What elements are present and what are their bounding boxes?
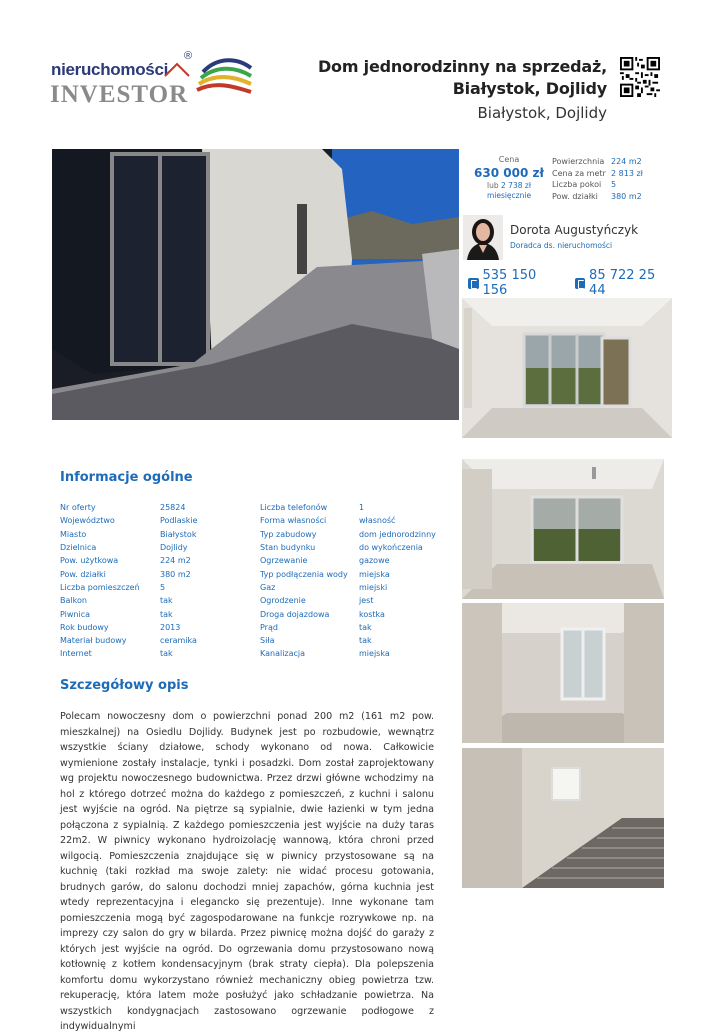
details-row bbox=[60, 567, 439, 580]
price-monthly bbox=[469, 181, 549, 201]
detail-label: Siła bbox=[260, 636, 275, 646]
section-title-description: Szczegółowy opis bbox=[60, 678, 189, 693]
details-row bbox=[60, 581, 439, 594]
detail-label: Ogrzewanie bbox=[260, 556, 308, 566]
detail-value: tak bbox=[160, 609, 173, 619]
detail-label: Materiał budowy bbox=[60, 636, 127, 646]
price-label: Cena bbox=[498, 155, 520, 164]
detail-label: Balkon bbox=[60, 596, 87, 606]
stat-value: 380 m2 bbox=[611, 191, 642, 201]
details-row bbox=[60, 541, 439, 554]
detail-label: Ogrodzenie bbox=[260, 596, 306, 606]
detail-value: 5 bbox=[160, 582, 166, 592]
phone-number: 85 722 25 44 bbox=[589, 268, 656, 298]
detail-label: Typ podłączenia wody bbox=[260, 569, 348, 579]
details-table bbox=[60, 501, 439, 661]
price-monthly-suffix: miesięcznie bbox=[486, 191, 532, 200]
detail-label: Województwo bbox=[60, 516, 115, 526]
gallery-photo[interactable] bbox=[462, 298, 672, 438]
main-photo[interactable] bbox=[52, 149, 459, 420]
price-monthly-value: 2 738 zł bbox=[501, 181, 531, 190]
price-monthly-prefix: lub bbox=[487, 181, 499, 190]
details-row bbox=[60, 594, 439, 607]
key-stats bbox=[552, 156, 643, 202]
phone-link[interactable] bbox=[468, 268, 562, 298]
stat-row bbox=[552, 168, 643, 180]
detail-label: Liczba pomieszczeń bbox=[60, 582, 140, 592]
detail-label: Rok budowy bbox=[60, 622, 109, 632]
detail-value: Białystok bbox=[160, 529, 197, 539]
detail-value: tak bbox=[359, 636, 372, 646]
detail-value: 380 m2 bbox=[160, 569, 191, 579]
detail-value: 224 m2 bbox=[160, 556, 191, 566]
stat-label: Powierzchnia bbox=[552, 157, 605, 166]
stat-label: Cena za metr bbox=[552, 168, 606, 178]
detail-value: własność bbox=[359, 516, 396, 526]
listing-location: Białystok, Dojlidy bbox=[477, 104, 607, 122]
section-title-info: Informacje ogólne bbox=[60, 470, 193, 485]
logo-registered-mark: ® bbox=[184, 50, 193, 62]
detail-value: tak bbox=[359, 622, 372, 632]
agent-phones bbox=[468, 268, 672, 298]
agent-name: Dorota Augustyńczyk bbox=[510, 223, 639, 237]
details-row bbox=[60, 621, 439, 634]
detail-label: Stan budynku bbox=[260, 543, 316, 553]
logo-text-bottom: INVESTOR bbox=[50, 81, 189, 108]
detail-value: jest bbox=[359, 596, 374, 606]
gallery-photo[interactable] bbox=[462, 748, 664, 888]
phone-icon bbox=[575, 278, 586, 289]
phone-number: 535 150 156 bbox=[482, 268, 537, 298]
agent-avatar bbox=[463, 215, 503, 260]
phone-link[interactable] bbox=[575, 268, 672, 298]
detail-value: miejski bbox=[359, 582, 388, 592]
detail-label: Forma własności bbox=[260, 516, 327, 526]
stat-label: Pow. działki bbox=[552, 191, 598, 201]
detail-value: ceramika bbox=[160, 636, 197, 646]
details-row bbox=[60, 528, 439, 541]
detail-label: Typ zabudowy bbox=[260, 529, 317, 539]
detail-value: Dojlidy bbox=[160, 543, 188, 553]
gallery-photo[interactable] bbox=[462, 603, 664, 743]
details-row bbox=[60, 501, 439, 514]
details-row bbox=[60, 634, 439, 647]
detail-value: 2013 bbox=[160, 622, 181, 632]
detail-label: Pow. użytkowa bbox=[60, 556, 119, 566]
detail-value: miejska bbox=[359, 569, 390, 579]
detail-label: Prąd bbox=[260, 622, 278, 632]
detail-value: kostka bbox=[359, 609, 385, 619]
gallery-photo[interactable] bbox=[462, 459, 664, 599]
price-block bbox=[469, 155, 549, 201]
detail-label: Dzielnica bbox=[60, 543, 97, 553]
description-text: Polecam nowoczesny dom o powierzchni ponad 200 m2 (161 m2 pow. mieszkalnej) na Osiedlu Dojlidy. Budynek jest po rozbudowie, wewnątrz wszystkie ściany działowe, schody wykonano od nowa. Całkowicie wymienione zostały instalacje, tynki i posadzki. Dom został zaprojektowany wg projektu nowoczesnego budownictwa. Przez drzwi główne wchodzimy na hol z którego dotrzeć można do każdego z pomieszczeń, z kuchni i salonu jest wyjście na ogród. Na piętrze są sypialnie, dwie łazienki w tym jedna połączona z sypialnią. Z każdego pomieszczenia jest wyjście na duży taras 22m2. W piwnicy wykonano hydroizolację wannową, która chroni przed wilgocią. Pomieszczenia znajdujące się w piwnicy przystosowane są na kuchnię (taki rozkład ma swoje zalety: nie widać procesu gotowania, brudnych garów, do salonu dochodzi mniej zapachów, górna kuchnia jest wtedy reprezentacyjna i elegancko się prezentuje). Inne wykonane tam pomieszczenia mogą być zagospodarowane na funkcje rozrywkowe np. na imprezy czy salon do gry w bilarda. Przez piwnicę można dojść do garaży z których jest wyjście na ogród. Do ogrzewania domu przystosowano nową kotłownię z kotłem kondensacyjnym (brak straty ciepła). Dla polepszenia komfortu domu wykorzystano również mechaniczny obieg powietrza tzw. rekuperację, która latem może posłużyć jako schładzanie powietrza. Na wszystkich kondygnacjach zastosowano ogrzewanie podłogowe z indywidualnymi bbox=[60, 711, 434, 1032]
phone-icon bbox=[468, 278, 479, 289]
detail-label: Piwnica bbox=[60, 609, 91, 619]
detail-label: Gaz bbox=[260, 582, 276, 592]
detail-value: dom jednorodzinny bbox=[359, 529, 436, 539]
listing-title: Dom jednorodzinny na sprzedaż, Białystok, Dojlidy bbox=[317, 57, 607, 98]
detail-label: Kanalizacja bbox=[260, 649, 306, 659]
detail-value: tak bbox=[160, 649, 173, 659]
stat-row bbox=[552, 179, 643, 191]
details-row bbox=[60, 514, 439, 527]
stat-row bbox=[552, 156, 643, 168]
detail-label: Pow. działki bbox=[60, 569, 106, 579]
logo-text-top: nieruchomości bbox=[51, 60, 169, 79]
detail-label: Internet bbox=[60, 649, 92, 659]
detail-value: miejska bbox=[359, 649, 390, 659]
detail-label: Liczba telefonów bbox=[260, 503, 328, 513]
stat-label: Liczba pokoi bbox=[552, 180, 602, 189]
stat-value: 2 813 zł bbox=[611, 168, 643, 178]
stat-value: 224 m2 bbox=[611, 157, 642, 166]
detail-value: Podlaskie bbox=[160, 516, 198, 526]
agent-role: Doradca ds. nieruchomości bbox=[510, 241, 613, 250]
detail-label: Nr oferty bbox=[60, 503, 96, 513]
detail-label: Miasto bbox=[60, 529, 87, 539]
stat-row bbox=[552, 191, 643, 203]
details-row bbox=[60, 647, 439, 660]
offer-summary bbox=[463, 149, 672, 298]
price-value: 630 000 zł bbox=[474, 166, 544, 180]
details-row bbox=[60, 554, 439, 567]
qr-code-icon[interactable] bbox=[620, 57, 660, 97]
details-row bbox=[60, 607, 439, 620]
stat-value: 5 bbox=[611, 180, 617, 189]
detail-value: tak bbox=[160, 596, 173, 606]
company-logo bbox=[48, 52, 253, 114]
detail-value: gazowe bbox=[359, 556, 390, 566]
detail-value: do wykończenia bbox=[359, 543, 423, 553]
detail-value: 25824 bbox=[160, 503, 186, 513]
detail-label: Droga dojazdowa bbox=[260, 609, 330, 619]
detail-value: 1 bbox=[359, 503, 365, 513]
